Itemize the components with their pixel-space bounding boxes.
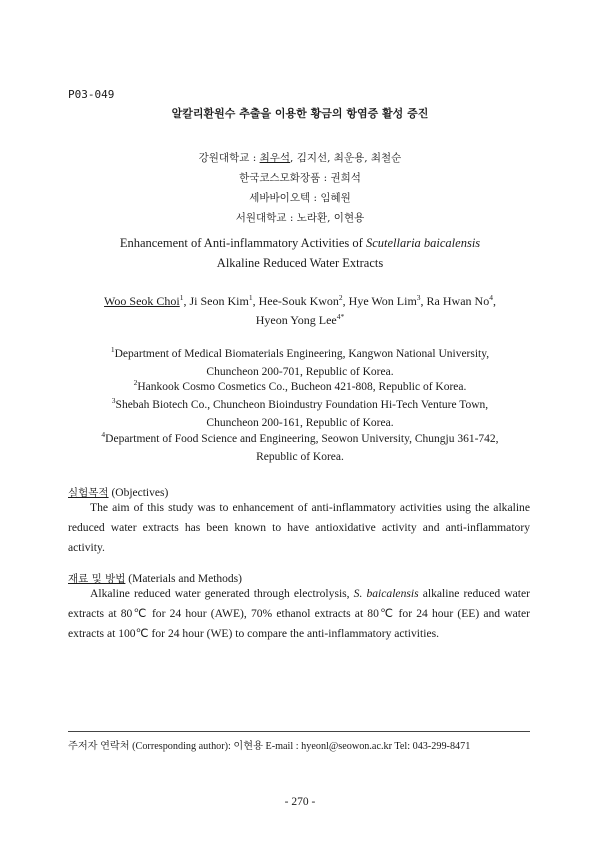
affiliation-2-line-1 (0, 378, 600, 393)
korean-affiliation-prefix: 강원대학교 : (198, 152, 260, 164)
presenter-name-korean: 최우석 (259, 152, 291, 164)
author-sup: 4 (489, 293, 493, 302)
abstract-code: P03-049 (68, 88, 115, 101)
affiliation-4-line-2: Republic of Korea. (256, 451, 344, 463)
author-name: , Hye Won Lim (342, 294, 417, 308)
author-sup: 1 (248, 293, 253, 302)
affiliation-text: Hankook Cosmo Cosmetics Co., Bucheon 421-808, Republic of Korea. (137, 381, 467, 393)
affiliation-1-line-2: Chuncheon 200-701, Republic of Korea. (206, 366, 394, 378)
korean-author-rest: , 김지선, 최운용, 최철순 (290, 152, 402, 164)
corresponding-author-footnote: 주저자 연락처 (Corresponding author): 이현용 E-mail : hyeonl@seowon.ac.kr Tel: 043-299-8471 (68, 741, 471, 752)
methods-text-pre: Alkaline reduced water generated through electrolysis, (90, 587, 354, 600)
author-sup: 3 (416, 293, 421, 302)
author-name: , Ji Seon Kim (183, 294, 249, 308)
species-name: Scutellaria baicalensis (365, 236, 481, 250)
korean-author-line-4: 서원대학교 : 노라환, 이현용 (235, 212, 365, 224)
author-name: , Ra Hwan No (420, 294, 490, 308)
author-sup: 2 (338, 293, 343, 302)
presenter-name-english: Woo Seok Choi (104, 294, 180, 308)
methods-text (68, 584, 530, 644)
affiliation-text: Department of Food Science and Engineering, Seowon University, Chungju 361-742, (105, 433, 499, 445)
affiliation-3-line-2: Chuncheon 200-161, Republic of Korea. (206, 417, 394, 429)
affiliation-text: Shebah Biotech Co., Chuncheon Bioindustry Foundation Hi-Tech Venture Town, (115, 399, 489, 411)
korean-author-line-1 (0, 150, 600, 165)
title-english-line-2: Alkaline Reduced Water Extracts (216, 256, 384, 270)
affiliation-1-line-1 (0, 345, 600, 360)
affiliation-sup: 3 (111, 396, 116, 405)
methods-species: S. baicalensis (353, 587, 419, 600)
author-sup: 4* (336, 312, 345, 321)
objectives-text: The aim of this study was to enhancement of anti-inflammatory activities using the alkaline reduced water extracts has been known to have antioxidative activity and anti-inflammatory activity. (68, 501, 530, 554)
author-sup: 1 (179, 293, 184, 302)
methods-text-post: alkaline reduced water extracts at 80℃ for 24 hour (AWE), 70% ethanol extracts at 80℃ for 24 hour (EE) and water extracts at 100℃ for 24 hour (WE) to compare the anti-inflammatory activities. (68, 587, 530, 640)
korean-author-line-2: 한국코스모화장품 : 권희석 (239, 172, 361, 184)
author-name: , Hee-Souk Kwon (252, 294, 339, 308)
affiliation-sup: 1 (110, 345, 115, 354)
objectives-body (68, 498, 530, 558)
title-english-text: Enhancement of Anti-inflammatory Activities of (119, 236, 366, 250)
page-number: - 270 - (284, 796, 316, 808)
title-english-line-1 (0, 236, 600, 251)
title-korean: 알칼리환원수 추출을 이용한 황금의 항염증 활성 증진 (171, 107, 429, 120)
corresponding-author-name: Hyeon Yong Lee (255, 313, 337, 327)
methods-body (68, 584, 530, 644)
affiliation-3-line-1 (0, 396, 600, 411)
methods-heading-en: (Materials and Methods) (125, 573, 242, 585)
affiliation-text: Department of Medical Biomaterials Engineering, Kangwon National University, (114, 348, 490, 360)
korean-author-line-3: 세바바이오텍 : 임혜원 (249, 192, 351, 204)
english-authors-line-1 (0, 294, 600, 309)
english-authors-line-2 (0, 313, 600, 328)
affiliation-4-line-1 (0, 430, 600, 445)
author-separator: , (492, 294, 496, 308)
objectives-heading-en: (Objectives) (108, 487, 169, 499)
objectives-heading-ko: 실험목적 (68, 487, 109, 499)
methods-heading-ko: 재료 및 방법 (68, 573, 126, 585)
affiliation-sup: 4 (101, 430, 106, 439)
footnote-divider (68, 731, 530, 732)
affiliation-sup: 2 (133, 378, 138, 387)
